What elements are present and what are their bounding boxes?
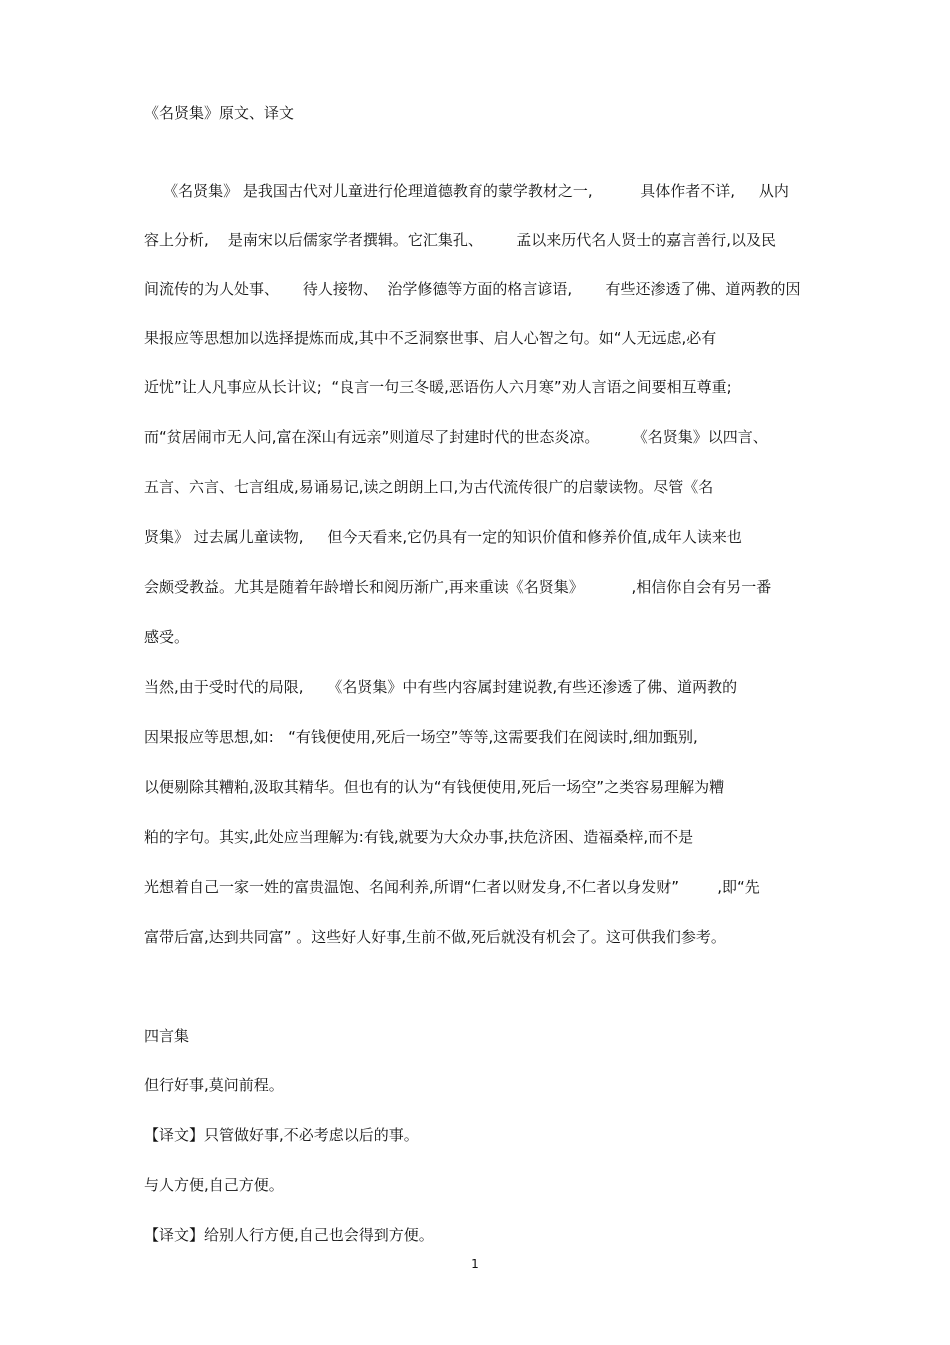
intro-line: 富带后富,达到共同富” 。这些好人好事,生前不做,死后就没有机会了。这可供我们参考。 — [144, 928, 726, 946]
intro-line: 当然,由于受时代的局限, 《名贤集》中有些内容属封建说教,有些还渗透了佛、道两教的 — [144, 678, 738, 696]
section-line: 但行好事,莫问前程。 — [144, 1076, 284, 1094]
intro-line: 以便剔除其糟粕,汲取其精华。但也有的认为“有钱便使用,死后一场空”之类容易理解为糟 — [144, 778, 725, 796]
intro-line: 容上分析, 是南宋以后儒家学者撰辑。它汇集孔、 孟以来历代名人贤士的嘉言善行,以及民 — [144, 231, 776, 249]
section-heading: 四言集 — [144, 1027, 190, 1045]
intro-line: 感受。 — [144, 628, 190, 646]
section-line: 【译文】只管做好事,不必考虑以后的事。 — [144, 1126, 419, 1144]
intro-line: 因果报应等思想,如: “有钱便使用,死后一场空”等等,这需要我们在阅读时,细加甄别, — [144, 728, 698, 746]
intro-line: 近忧”让人凡事应从长计议; “良言一句三冬暖,恶语伤人六月寒”劝人言语之间要相互尊重; — [144, 378, 732, 396]
intro-line: 五言、六言、七言组成,易诵易记,读之朗朗上口,为古代流传很广的启蒙读物。尽管《名 — [144, 478, 714, 496]
document-title: 《名贤集》原文、译文 — [144, 104, 295, 122]
section-line: 【译文】给别人行方便,自己也会得到方便。 — [144, 1226, 434, 1244]
intro-line: 间流传的为人处事、 待人接物、 治学修德等方面的格言谚语, 有些还渗透了佛、道两教的因 — [144, 280, 801, 298]
intro-line: 粕的字句。其实,此处应当理解为:有钱,就要为大众办事,扶危济困、造福桑梓,而不是 — [144, 828, 694, 846]
intro-line: 会颇受教益。尤其是随着年龄增长和阅历渐广,再来重读《名贤集》 ,相信你自会有另一番 — [144, 578, 772, 596]
intro-line: 《名贤集》 是我国古代对儿童进行伦理道德教育的蒙学教材之一, 具体作者不详, 从内 — [144, 182, 789, 200]
intro-line: 而“贫居闹市无人问,富在深山有远亲”则道尽了封建时代的世态炎凉。 《名贤集》以四言、 — [144, 428, 768, 446]
intro-line: 贤集》 过去属儿童读物, 但今天看来,它仍具有一定的知识价值和修养价值,成年人读来也 — [144, 528, 742, 546]
intro-line: 果报应等思想加以选择提炼而成,其中不乏洞察世事、启人心智之句。如“人无远虑,必有 — [144, 329, 717, 347]
section-line: 与人方便,自己方便。 — [144, 1176, 284, 1194]
page-number: 1 — [471, 1257, 479, 1271]
intro-line: 光想着自己一家一姓的富贵温饱、名闻利养,所谓“仁者以财发身,不仁者以身发财” ,即“先 — [144, 878, 760, 896]
